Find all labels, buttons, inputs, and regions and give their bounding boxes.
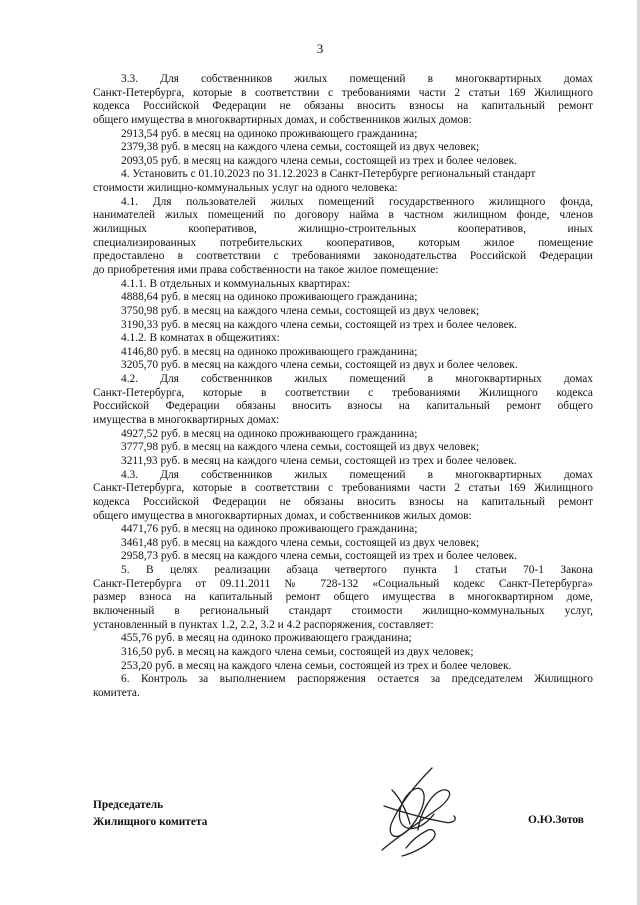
handwritten-signature <box>362 760 472 870</box>
text-line: 455,76 руб. в месяц на одиноко проживающего гражданина; <box>121 632 412 645</box>
text-line: 2913,54 руб. в месяц на одиноко проживающего гражданина; <box>121 127 418 140</box>
text-line: 4888,64 руб. в месяц на одиноко проживающего гражданина; <box>121 291 418 304</box>
text-line: Российской Федерации обязаны вносить взносы на капитальный ремонт общего <box>93 400 593 413</box>
text-line: кодекса Российской Федерации не обязаны вносить взносы на капитальный ремонт <box>93 495 593 508</box>
text-line: Санкт-Петербурга, которые в соответствии с требованиями Жилищного кодекса <box>93 386 593 399</box>
text-line: 4146,80 руб. в месяц на одиноко проживающего гражданина; <box>121 345 418 358</box>
text-line: 4471,76 руб. в месяц на одиноко проживающего гражданина; <box>121 523 418 536</box>
text-line: 3205,70 руб. в месяц на каждого члена семьи, состоящей из двух и более человек. <box>121 359 518 372</box>
signatory-title <box>93 797 207 831</box>
text-line: 4.1. Для пользователей жилых помещений государственного жилищного фонда, <box>121 195 593 208</box>
text-line: нанимателей жилых помещений по договору найма в частном жилищном фонде, членов <box>93 209 593 222</box>
text-line: 4.2. Для собственников жилых помещений в многоквартирных домах <box>121 373 593 386</box>
text-line: 3461,48 руб. в месяц на каждого члена семьи, состоящей из двух человек; <box>121 536 480 549</box>
text-line: общего имущества в многоквартирных домах, и собственников жилых домов: <box>93 509 472 522</box>
text-line: 2958,73 руб. в месяц на каждого члена семьи, состоящей из трех и более человек. <box>121 550 518 563</box>
text-line: 4927,52 руб. в месяц на одиноко проживающего гражданина; <box>121 427 418 440</box>
text-line: 3.3. Для собственников жилых помещений в многоквартирных домах <box>121 73 593 85</box>
text-line: до приобретения ими права собственности на такое жилое помещение: <box>93 263 439 276</box>
document-body <box>93 73 593 700</box>
text-line: Санкт-Петербурга, которые в соответствии с требованиями части 2 статьи 169 Жилищного <box>93 482 593 495</box>
text-line: Санкт-Петербурга от 09.11.2011 № 728-132 «Социальный кодекс Санкт-Петербурга» <box>93 577 593 590</box>
text-line: имущества в многоквартирных домах: <box>93 414 280 427</box>
text-line: 4.3. Для собственников жилых помещений в многоквартирных домах <box>121 468 593 481</box>
text-line: общего имущества в многоквартирных домах, и собственников жилых домов: <box>93 113 472 126</box>
text-line: комитета. <box>93 686 140 699</box>
text-line: 4.1.1. В отдельных и коммунальных квартирах: <box>121 277 351 290</box>
text-line: специализированных потребительских кооперативов, которым жилое помещение <box>93 236 593 249</box>
text-line: 5. В целях реализации абзаца четвертого пункта 1 статьи 70-1 Закона <box>121 564 593 577</box>
text-line: предоставлено в соответствии с требованиями законодательства Российской Федерации <box>93 250 593 263</box>
text-line: включенный в региональный стандарт стоимости жилищно-коммунальных услуг, <box>93 604 593 617</box>
text-line: 316,50 руб. в месяц на каждого члена семьи, состоящей из двух человек; <box>121 645 474 658</box>
text-line: 253,20 руб. в месяц на каждого члена семьи, состоящей из трех и более человек. <box>121 659 512 672</box>
text-line: стоимости жилищно-коммунальных услуг на одного человека: <box>93 182 398 195</box>
text-line: 3750,98 руб. в месяц на каждого члена семьи, состоящей из двух человек; <box>121 304 480 317</box>
text-line: установленный в пунктах 1.2, 2.2, 3.2 и 4.2 распоряжения, составляет: <box>93 618 434 631</box>
text-line: 3190,33 руб. в месяц на каждого члена семьи, состоящей из трех и более человек. <box>121 318 518 331</box>
text-line: 3777,98 руб. в месяц на каждого члена семьи, состоящей из двух человек; <box>121 441 480 454</box>
text-line: 4. Установить с 01.10.2023 по 31.12.2023 в Санкт-Петербурге региональный стандарт <box>121 168 536 181</box>
text-line: размер взноса на капитальный ремонт общего имущества в многоквартирном доме, <box>93 591 593 604</box>
page-number: 3 <box>316 41 324 56</box>
text-line: 4.1.2. В комнатах в общежитиях: <box>121 332 280 345</box>
text-line: 3211,93 руб. в месяц на каждого члена семьи, состоящей из трех и более человек. <box>121 454 517 467</box>
text-line: жилищных кооперативов, жилищно-строительных кооперативов, иных <box>93 223 593 236</box>
signatory-title-line-1: Председатель <box>93 799 164 811</box>
signatory-name: О.Ю.Зотов <box>528 814 584 826</box>
signatory-title-line-2: Жилищного комитета <box>93 816 208 828</box>
text-line: 6. Контроль за выполнением распоряжения остается за председателем Жилищного <box>121 673 593 686</box>
text-line: кодекса Российской Федерации не обязаны вносить взносы на капитальный ремонт <box>93 100 593 113</box>
text-line: 2379,38 руб. в месяц на каждого члена семьи, состоящей из двух человек; <box>121 141 480 154</box>
text-line: 2093,05 руб. в месяц на каждого члена семьи, состоящей из трех и более человек. <box>121 154 518 167</box>
text-line: Санкт-Петербурга, которые в соответствии с требованиями части 2 статьи 169 Жилищного <box>93 86 593 99</box>
